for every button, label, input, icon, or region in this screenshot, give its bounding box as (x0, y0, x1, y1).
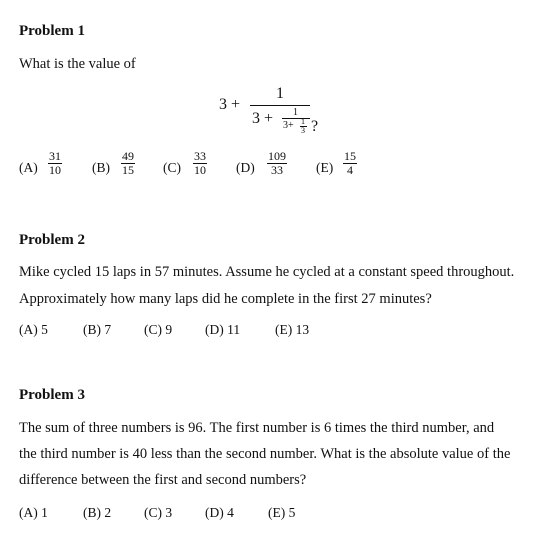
expr-inner-lead: 3+ (283, 120, 294, 131)
choice-d-label[interactable]: (D) (236, 160, 255, 175)
p2-choice-d[interactable]: (D) 11 (205, 322, 241, 337)
p3-choice-a[interactable]: (A) 1 (19, 505, 48, 520)
expr-mid-num: 1 (293, 107, 298, 118)
problem-2-line-1: Mike cycled 15 laps in 57 minutes. Assume he cycled at a constant speed throughout. (19, 264, 515, 280)
p2-choice-e[interactable]: (E) 13 (275, 322, 310, 337)
expr-outer-num: 1 (276, 85, 284, 102)
p3-choice-b[interactable]: (B) 2 (83, 505, 112, 520)
expr-mid-lead: 3 + (252, 110, 274, 127)
choice-d-fraction[interactable]: 109 33 (268, 149, 286, 177)
problem-1-heading: Problem 1 (19, 23, 85, 39)
p2-choice-c[interactable]: (C) 9 (144, 322, 173, 337)
problem-3-heading: Problem 3 (19, 387, 85, 403)
p3-choice-e[interactable]: (E) 5 (268, 505, 296, 520)
problem-2-line-2: Approximately how many laps did he complete in the first 27 minutes? (19, 291, 432, 307)
problem-3-line-3: difference between the first and second numbers? (19, 472, 307, 488)
problem-3-line-2: the third number is 40 less than the second number. What is the absolute value of the (19, 446, 511, 462)
choice-e-fraction[interactable]: 15 4 (344, 149, 356, 177)
choice-c-label[interactable]: (C) (163, 160, 181, 175)
p2-choice-a[interactable]: (A) 5 (19, 322, 48, 337)
choice-e-label[interactable]: (E) (316, 160, 334, 175)
expr-outer-bar (250, 105, 310, 106)
choice-b-fraction[interactable]: 49 15 (122, 149, 134, 177)
expr-outer-lead: 3 + (219, 96, 241, 113)
expr-inner-den: 3 (301, 126, 305, 135)
problem-1-text: What is the value of (19, 56, 136, 72)
expr-mid-bar (282, 118, 310, 119)
problem-3-line-1: The sum of three numbers is 96. The first number is 6 times the third number, and (19, 420, 495, 436)
problem-2-heading: Problem 2 (19, 232, 85, 248)
expr-inner-num: 1 (301, 117, 305, 126)
choice-a-fraction[interactable]: 31 10 (49, 149, 61, 177)
choice-c-fraction[interactable]: 33 10 (194, 149, 206, 177)
p3-choice-c[interactable]: (C) 3 (144, 505, 173, 520)
choice-b-label[interactable]: (B) (92, 160, 110, 175)
choice-a-label[interactable]: (A) (19, 160, 38, 175)
p2-choice-b[interactable]: (B) 7 (83, 322, 112, 337)
p3-choice-d[interactable]: (D) 4 (205, 505, 234, 520)
expr-question-mark: ? (311, 118, 319, 135)
